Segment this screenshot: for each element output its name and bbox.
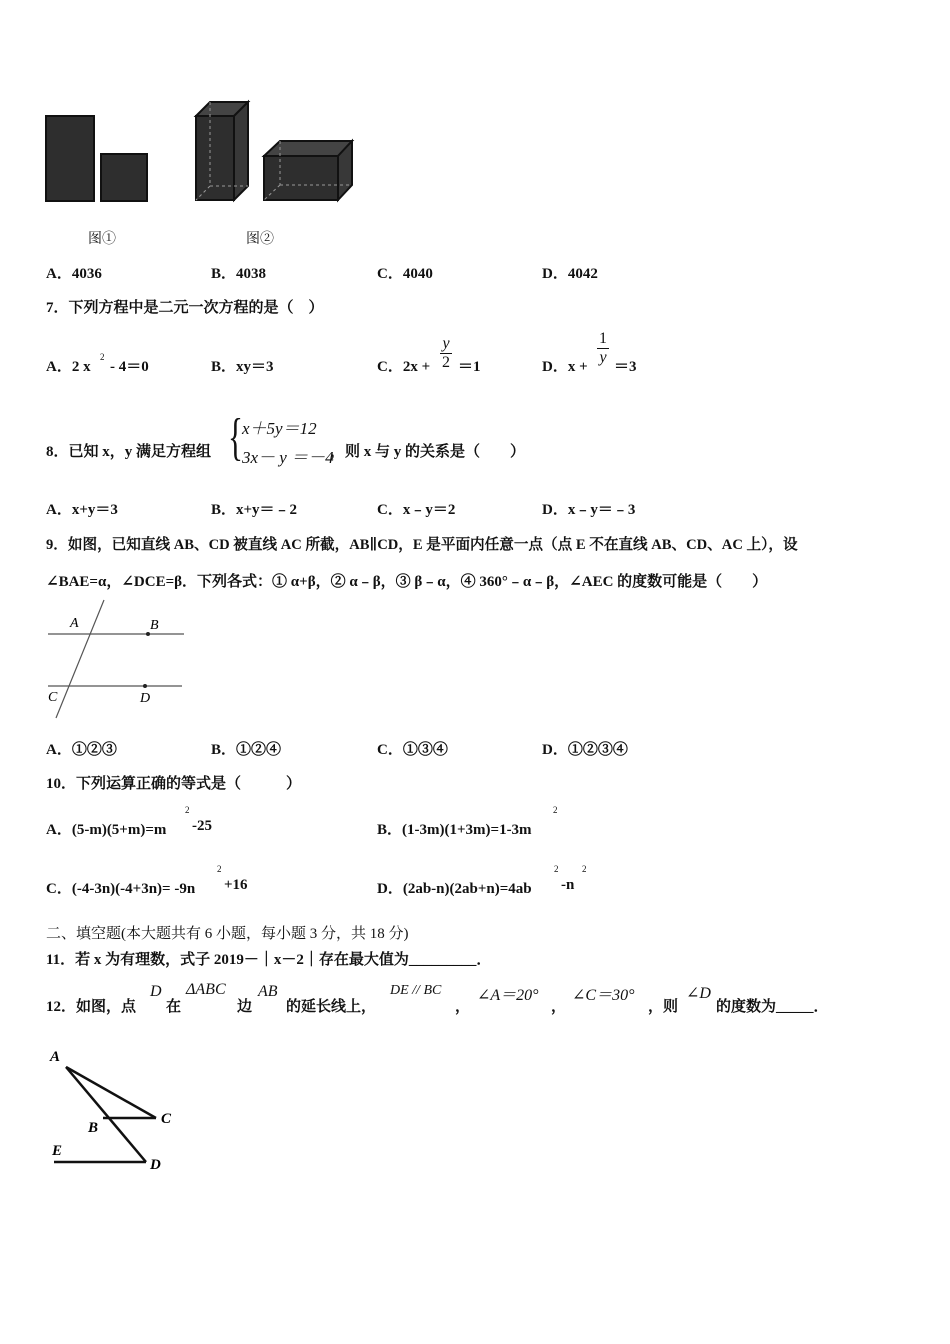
label-c: C <box>161 1111 172 1127</box>
figure-2 <box>190 98 360 206</box>
q7-c-fraction <box>440 335 452 372</box>
q12-angle-a: ∠A＝20° <box>477 987 539 1004</box>
q7-option-c[interactable] <box>377 355 430 376</box>
q6-option-b[interactable]: B．4038 <box>211 266 267 282</box>
q9-option-c[interactable]: C．①③④ <box>377 742 448 758</box>
q7-d-suffix: ＝3 <box>614 359 637 375</box>
figure-2-caption: 图② <box>246 232 274 247</box>
q7-stem: 7．下列方程中是二元一次方程的是（ ） <box>46 300 324 316</box>
q12-figure <box>46 1045 181 1175</box>
figure-1 <box>40 110 160 210</box>
q12-angle-d: ∠D <box>686 985 711 1002</box>
label-a: A <box>70 616 79 631</box>
q8-stem-before: 8．已知 x，y 满足方程组 <box>46 444 212 460</box>
q7-c-numerator: y <box>442 335 450 352</box>
label-e: E <box>52 1143 63 1159</box>
q12-comma-1: ， <box>455 999 471 1015</box>
q9-option-a[interactable]: A．①②③ <box>46 742 117 758</box>
q12-part-6: 的度数为_____． <box>716 999 829 1015</box>
q9-line-1: 9．如图，已知直线 AB、CD 被直线 AC 所截，AB∥CD，E 是平面内任意一点（点 E 不在直线 AB、CD、AC 上），设 <box>46 537 798 553</box>
q7-a-exponent: 2 <box>100 352 105 362</box>
q12-angle-c: ∠C＝30° <box>572 987 635 1004</box>
q8-option-a[interactable]: A．x+y＝3 <box>46 502 118 518</box>
q10-d-tail: -n <box>561 877 575 893</box>
q6-option-d[interactable]: D．4042 <box>542 266 598 282</box>
tall-block <box>46 116 94 201</box>
q6-option-a[interactable]: A．4036 <box>46 266 102 282</box>
q7-c-suffix: ＝1 <box>458 359 481 375</box>
q10-option-c[interactable]: C．(-4-3n)(-4+3n)= -9n <box>46 881 196 897</box>
line-ac <box>56 600 104 718</box>
q12-part-4: 的延长线上， <box>286 999 377 1015</box>
q12-part-3: 边 <box>237 999 253 1015</box>
q10-a-exponent: 2 <box>185 805 190 815</box>
label-a: A <box>50 1049 61 1065</box>
q7-a-prefix: A．2 x <box>46 359 91 375</box>
q7-d-denominator: y <box>599 349 607 366</box>
point-d <box>143 684 147 688</box>
q12-side-ab: AB <box>258 983 278 1000</box>
segment-a-d <box>66 1067 146 1162</box>
q8-option-d[interactable]: D．x﹣y＝﹣3 <box>542 502 636 518</box>
q7-d-fraction <box>597 330 609 367</box>
q7-c-prefix: C．2x + <box>377 359 431 375</box>
q12-part-1: 12．如图，点 <box>46 999 137 1015</box>
q12-comma-2: ， <box>551 999 567 1015</box>
q9-line-2: ∠BAE=α，∠DCE=β．下列各式：① α+β，② α﹣β，③ β﹣α，④ 360°﹣α﹣β，∠AEC 的度数可能是（ ） <box>46 574 768 590</box>
q9-figure <box>44 598 189 723</box>
q10-b-exponent: 2 <box>553 805 558 815</box>
q10-a-tail: -25 <box>192 818 212 834</box>
q12-part-2: 在 <box>166 999 182 1015</box>
q7-d-prefix: D．x + <box>542 359 588 375</box>
q8-stem-after: ，则 x 与 y 的关系是（ ） <box>330 444 526 460</box>
label-b: B <box>88 1120 99 1136</box>
q10-c-tail: +16 <box>224 877 248 893</box>
q10-c-exponent: 2 <box>217 864 222 874</box>
q12-parallel: DE // BC <box>390 983 442 998</box>
q10-stem: 10．下列运算正确的等式是（ ） <box>46 776 302 792</box>
segment-a-c <box>66 1067 156 1118</box>
q8-brace: { <box>228 409 243 466</box>
q12-part-5: ，则 <box>648 999 679 1015</box>
q9-option-b[interactable]: B．①②④ <box>211 742 282 758</box>
q8-equation-1: x＋5y＝12 <box>242 419 317 438</box>
section-2-title: 二、填空题(本大题共有 6 小题，每小题 3 分，共 18 分) <box>46 926 409 942</box>
q8-option-b[interactable]: B．x+y＝﹣2 <box>211 502 298 518</box>
q7-option-b[interactable]: B．xy＝3 <box>211 359 274 375</box>
q12-point-d: D <box>150 983 162 1000</box>
figure-1-caption: 图① <box>88 232 116 247</box>
q10-option-a[interactable]: A．(5-m)(5+m)=m <box>46 822 167 838</box>
q6-option-c[interactable]: C．4040 <box>377 266 433 282</box>
q10-option-d[interactable]: D．(2ab-n)(2ab+n)=4ab <box>377 881 532 897</box>
short-block <box>101 154 147 201</box>
label-d: D <box>150 1157 161 1173</box>
q11-text: 11．若 x 为有理数，式子 2019－｜x－2｜存在最大值为_________． <box>46 952 492 968</box>
q8-option-c[interactable]: C．x﹣y＝2 <box>377 502 456 518</box>
q10-option-b[interactable]: B．(1-3m)(1+3m)=1-3m <box>377 822 532 838</box>
label-d: D <box>140 691 151 706</box>
q12-triangle: ΔABC <box>186 981 226 998</box>
q10-d-exponent-2: 2 <box>582 864 587 874</box>
q7-option-a[interactable] <box>46 355 91 376</box>
q10-d-exponent-1: 2 <box>554 864 559 874</box>
q7-d-numerator: 1 <box>599 330 607 347</box>
q8-equation-2: 3x－ y ＝－4 <box>242 448 334 467</box>
label-c: C <box>48 690 58 705</box>
label-b: B <box>150 618 159 633</box>
q7-c-denominator: 2 <box>442 354 450 371</box>
q9-option-d[interactable]: D．①②③④ <box>542 742 628 758</box>
q7-a-suffix: - 4＝0 <box>110 359 149 375</box>
q7-option-d[interactable] <box>542 355 588 376</box>
